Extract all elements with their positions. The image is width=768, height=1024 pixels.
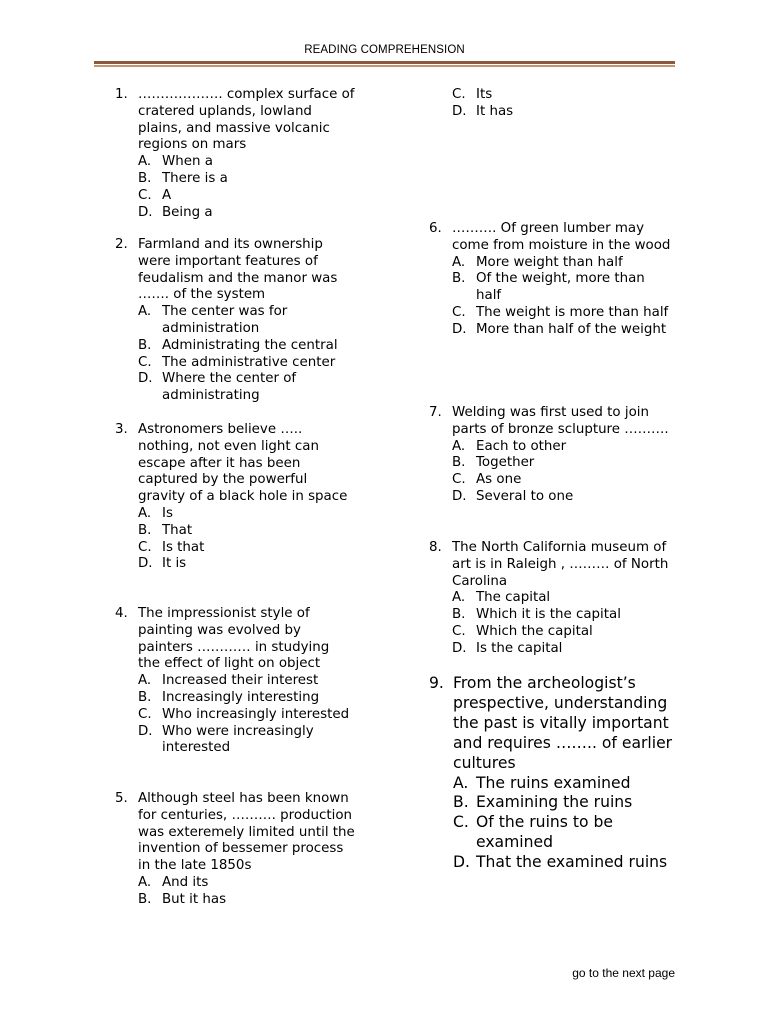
option-text: Increasingly interesting <box>162 689 320 705</box>
question-5 <box>115 791 355 909</box>
header-rule-thin <box>94 65 675 67</box>
option-text: It has <box>476 103 514 119</box>
option-letter: D. <box>452 488 467 504</box>
option <box>115 506 355 523</box>
option-text: Increased their interest <box>162 673 319 689</box>
option-letter: B. <box>138 891 152 907</box>
option <box>115 875 355 892</box>
option-text: And its <box>162 874 209 890</box>
option-letter: D. <box>452 640 467 656</box>
header-rule <box>94 61 675 64</box>
option <box>429 793 674 813</box>
question-4 <box>115 606 355 757</box>
question-stem: The impressionist style of painting was evolved by painters ………… in studying the effect of light on object <box>138 606 330 672</box>
option <box>115 556 355 573</box>
option-text: But it has <box>162 891 227 907</box>
option-text: Which it is the capital <box>476 607 621 623</box>
option-letter: B. <box>138 689 152 705</box>
option <box>115 707 355 724</box>
option-letter: D. <box>452 321 467 337</box>
option-text: Administrating the central <box>162 337 338 353</box>
option-letter: C. <box>452 623 466 639</box>
option-text: That the examined ruins <box>476 853 668 872</box>
question-8 <box>429 540 674 658</box>
option-letter: B. <box>453 793 469 812</box>
option-text: Is that <box>162 539 205 555</box>
option-letter: A. <box>138 304 152 320</box>
option <box>115 355 355 372</box>
option-letter: B. <box>452 271 466 287</box>
question-number: 4. <box>115 606 128 621</box>
option <box>115 154 355 171</box>
question-stem: Welding was first used to join parts of bronze sclupture ………. <box>452 405 669 437</box>
option <box>115 171 355 188</box>
option <box>429 439 674 456</box>
question-number: 9. <box>429 674 444 692</box>
option-letter: B. <box>452 607 466 623</box>
option <box>115 540 355 557</box>
option <box>429 472 674 489</box>
question-stem: From the archeologist’s prespective, understanding the past is vitally important and requires …….. of earlier cultures <box>453 674 673 772</box>
question-number: 5. <box>115 791 128 806</box>
question-number: 6. <box>429 221 442 236</box>
option-text: There is a <box>162 170 228 186</box>
question-2 <box>115 237 355 405</box>
option-letter: D. <box>138 723 153 739</box>
option-text: Several to one <box>476 488 574 504</box>
option-text: Is <box>162 505 173 521</box>
question-stem: Although steel has been known for centuries, ………. production was exteremely limited until the invention of bessemer process in the late 1850s <box>138 791 355 874</box>
question-7 <box>429 405 674 506</box>
question-stem: ………………. complex surface of cratered uplands, lowland plains, and massive volcanic regions on mars <box>138 87 355 153</box>
option-text: Being a <box>162 204 213 220</box>
option <box>429 489 674 506</box>
option-letter: C. <box>138 539 152 555</box>
option-letter: D. <box>138 556 153 572</box>
option-letter: A. <box>453 773 469 792</box>
option <box>429 624 674 641</box>
option <box>115 205 355 222</box>
question-number: 7. <box>429 405 442 420</box>
option-letter: A. <box>138 673 152 689</box>
question-9 <box>429 674 674 873</box>
next-page-note: go to the next page <box>572 966 675 980</box>
option <box>115 523 355 540</box>
option <box>429 590 674 607</box>
option-text: It is <box>162 556 187 572</box>
option-text: That <box>162 522 193 538</box>
question-number: 2. <box>115 237 128 252</box>
option-letter: A. <box>138 154 152 170</box>
option-text: The center was for administration <box>162 304 288 336</box>
question-stem: Astronomers believe ….. nothing, not even light can escape after it has been captured by the powerful gravity of a black hole in space <box>138 422 348 505</box>
question-1 <box>115 87 355 221</box>
option-letter: C. <box>138 706 152 722</box>
option-letter: D. <box>138 204 153 220</box>
option <box>115 724 355 758</box>
option <box>429 607 674 624</box>
option-letter: C. <box>452 304 466 320</box>
option-letter: C. <box>453 813 469 832</box>
option-text: Which the capital <box>476 623 593 639</box>
option-text: Is the capital <box>476 640 563 656</box>
option-letter: D. <box>452 103 467 119</box>
option <box>115 188 355 205</box>
option-letter: C. <box>452 472 466 488</box>
option-letter: B. <box>452 455 466 471</box>
option-letter: A. <box>452 438 466 454</box>
option <box>429 853 674 873</box>
question-stem: The North California museum of art is in Raleigh , ……… of North Carolina <box>452 540 669 589</box>
option <box>115 304 355 338</box>
option-text: The capital <box>476 590 551 606</box>
option-text: Together <box>476 455 535 471</box>
page-header: READING COMPREHENSION <box>304 44 465 56</box>
option-letter: A. <box>138 505 152 521</box>
option <box>429 305 674 322</box>
option-letter: A. <box>452 590 466 606</box>
option-letter: C. <box>138 354 152 370</box>
option-text: A <box>162 187 172 203</box>
option-letter: D. <box>138 371 153 387</box>
option <box>115 673 355 690</box>
option-text: As one <box>476 472 522 488</box>
option <box>429 255 674 272</box>
option-text: Where the center of administrating <box>162 371 297 404</box>
option-text: Of the ruins to be examined <box>476 813 613 852</box>
option <box>429 455 674 472</box>
option-text: The ruins examined <box>476 773 631 792</box>
option <box>429 774 674 794</box>
option <box>429 87 674 104</box>
question-stem: ………. Of green lumber may come from moisture in the wood <box>452 221 671 253</box>
option-text: Who increasingly interested <box>162 706 350 722</box>
option-text: The weight is more than half <box>476 304 669 320</box>
option-letter: B. <box>138 337 152 353</box>
question-stem: Farmland and its ownership were important features of feudalism and the manor was ……. of the system <box>138 237 338 303</box>
option-letter: C. <box>138 187 152 203</box>
option <box>115 338 355 355</box>
question-number: 8. <box>429 540 442 555</box>
question-5-continued <box>429 87 674 121</box>
option-text: More weight than half <box>476 254 623 270</box>
option <box>429 641 674 658</box>
option-letter: B. <box>138 522 152 538</box>
option-letter: D. <box>453 853 470 872</box>
option-letter: B. <box>138 170 152 186</box>
option-text: When a <box>162 154 213 170</box>
option-text: Who were increasingly interested <box>162 723 314 756</box>
option <box>429 271 674 305</box>
option-text: The administrative center <box>162 354 336 370</box>
option-letter: A. <box>138 874 152 890</box>
option-letter: A. <box>452 254 466 270</box>
question-6 <box>429 221 674 339</box>
option-text: Its <box>476 87 493 102</box>
option <box>429 104 674 121</box>
question-3 <box>115 422 355 573</box>
option <box>115 892 355 909</box>
option <box>429 322 674 339</box>
option-text: Examining the ruins <box>476 793 633 812</box>
option-text: More than half of the weight <box>476 321 667 337</box>
question-number: 3. <box>115 422 128 437</box>
option <box>429 813 674 853</box>
option-text: Of the weight, more than half <box>476 271 645 304</box>
question-number: 1. <box>115 87 128 102</box>
option <box>115 371 355 405</box>
option-letter: C. <box>452 87 466 102</box>
option <box>115 690 355 707</box>
option-text: Each to other <box>476 438 567 454</box>
